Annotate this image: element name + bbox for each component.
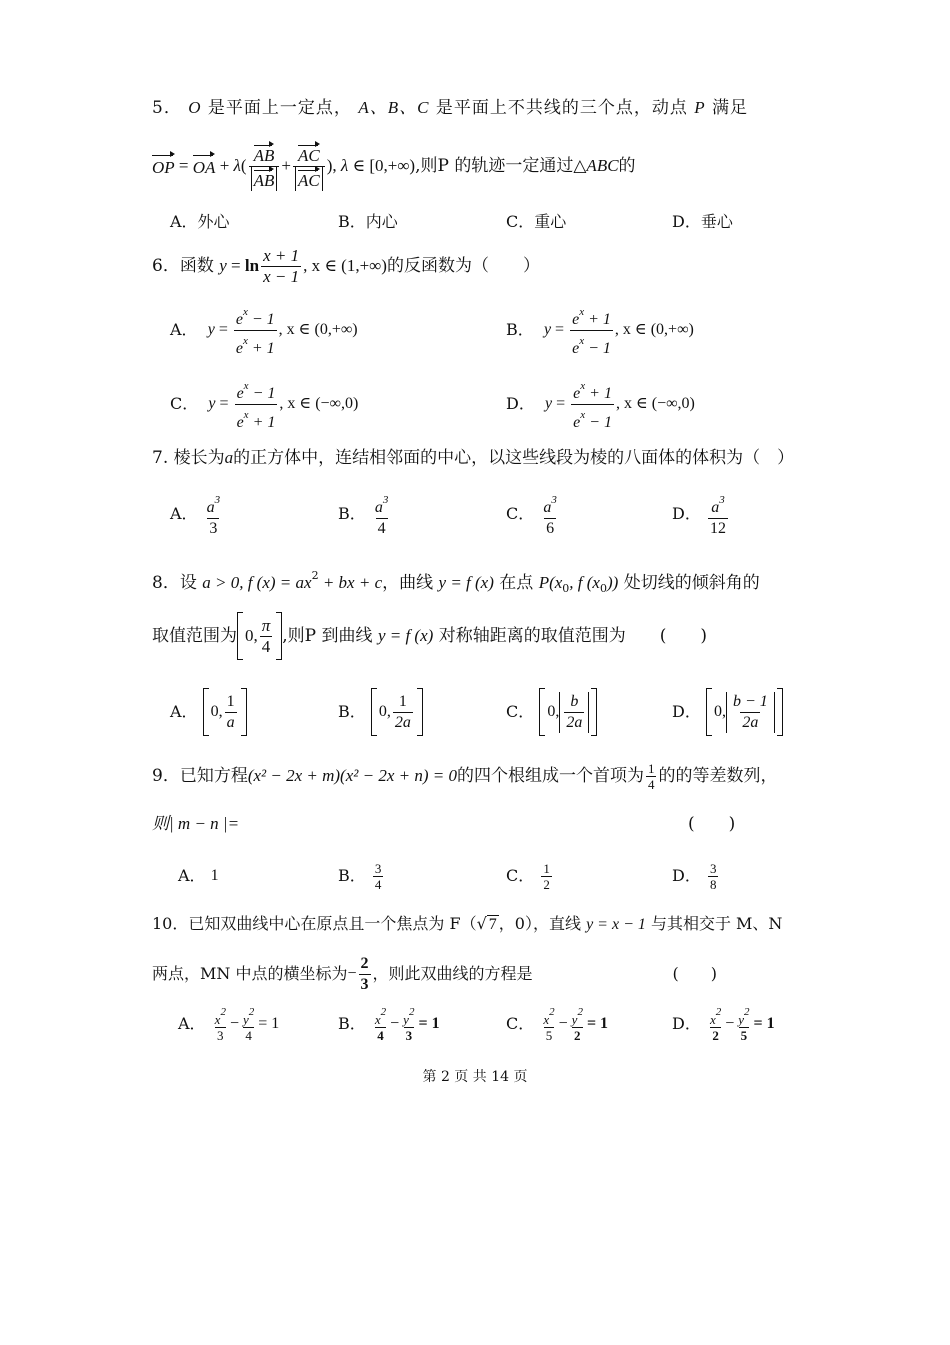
q6-option-d[interactable]: D． y = $\frac{e^x + 1}{e^x - 1}$ , x ∈ (−∞,0)	[506, 379, 695, 431]
q10-option-b-label: B．	[338, 1014, 366, 1033]
q5-option-a[interactable]: A．外心	[170, 212, 230, 231]
q8-option-c-label: C．	[506, 702, 535, 721]
q6-number: 6．	[152, 256, 180, 276]
page-footer: 第 2 页 共 14 页	[422, 1069, 528, 1085]
q7-option-b[interactable]: B． $\frac{a^3}{4}$	[338, 493, 389, 537]
q8-option-c[interactable]: C． 0, $\frac{b}{2a}$	[506, 686, 597, 738]
q9-number: 9．	[152, 766, 180, 786]
q7-option-d-den: 12	[709, 519, 726, 537]
q10-option-a-label: A．	[178, 1014, 206, 1033]
q6-option-b-label: B．	[506, 320, 534, 339]
q6-prefix: 函数	[179, 256, 214, 276]
q9-equation: (x² − 2x + m)(x² − 2x + n) = 0	[247, 766, 457, 785]
q10-line2-b: ，则此双曲线的方程是	[372, 964, 533, 983]
q5-text-a: 是平面上一定点，	[207, 98, 352, 118]
q8-option-a-label: A．	[170, 702, 198, 721]
q8-condition-tail: + bx + c	[318, 573, 383, 592]
q10-option-d-label: D．	[672, 1014, 701, 1033]
q9-option-c-den: 2	[543, 876, 550, 892]
q8-condition: a > 0, f (x) = ax	[202, 573, 312, 592]
q7-stem	[152, 446, 794, 470]
q9-option-b-num: 3	[374, 860, 382, 876]
q9-option-b[interactable]	[338, 856, 385, 896]
q6-suffix: 的反函数为（ ）	[386, 256, 540, 276]
q8-text-c: 在点	[499, 573, 534, 593]
q9-line2-expr: 则| m − n |=	[152, 814, 240, 833]
q5-text-b: 是平面上不共线的三个点，动点	[435, 98, 688, 118]
q10-option-b[interactable]: B． $\frac{x^2}{4}$ − $\frac{y^2}{3}$ = 1	[338, 1006, 440, 1043]
q10-line2-a: 两点，MN 中点的横坐标为	[152, 964, 348, 983]
q5-line1	[152, 96, 748, 120]
q7-text-b: 的正方体中，连结相邻面的中心，以这些线段为棱的八面体的体积为（ ）	[233, 448, 795, 468]
q9-text-b: 的四个根组成一个首项为	[456, 766, 644, 786]
q6-option-c-label: C．	[170, 394, 199, 413]
q8-option-a[interactable]: A． 0, $\frac{1}{a}$	[170, 686, 247, 738]
q7-option-d[interactable]: D． $\frac{a^3}{12}$	[672, 493, 726, 537]
q7-option-b-den: 4	[377, 519, 386, 537]
q6-option-d-label: D．	[506, 394, 535, 413]
q10-option-b-den-x: 4	[377, 1028, 384, 1043]
q9-option-d-label: D．	[672, 866, 701, 885]
q5-point-p: P	[694, 98, 706, 117]
q10-line-eq: y = x − 1	[586, 916, 646, 933]
q9-option-a-value: 1	[210, 867, 219, 884]
q5-option-c[interactable]: C．重心	[506, 212, 567, 231]
q7-text-a: 7. 棱长为	[152, 448, 225, 468]
vector-oa: OA	[193, 152, 216, 180]
q8-option-b-label: B．	[338, 702, 366, 721]
q8-option-b[interactable]: B． 0, $\frac{1}{2a}$	[338, 686, 423, 738]
q5-number: 5．	[152, 98, 182, 118]
q10-text-b: ，0），直线	[498, 914, 581, 933]
q8-line2-a: 取值范围为	[152, 626, 237, 646]
q10-option-d-den-y: 5	[740, 1028, 748, 1043]
q9-option-c[interactable]	[506, 856, 554, 896]
q8-angle-range: 0, $\frac{\pi}{4}$	[237, 612, 282, 660]
q9-option-d[interactable]	[672, 856, 720, 896]
q5-text-c: 满足	[712, 98, 749, 118]
q9-option-b-label: B．	[338, 866, 366, 885]
q8-option-d[interactable]: D． 0, $\frac{b - 1}{2a}$	[672, 686, 783, 738]
q10-option-d-den-x: 2	[712, 1028, 719, 1043]
q8-option-d-label: D．	[672, 702, 701, 721]
q10-option-c[interactable]: C． $\frac{x^2}{5}$ − $\frac{y^2}{2}$ = 1	[506, 1006, 609, 1043]
q6-option-a[interactable]: A． y = $\frac{e^x - 1}{e^x + 1}$ , x ∈ (0,+∞)	[170, 305, 358, 357]
q10-midpoint-x: $\frac{2}{3}$	[360, 954, 369, 993]
unit-vector-ac: $\frac{AC}{AC}$	[293, 142, 325, 191]
q9-option-c-label: C．	[506, 866, 535, 885]
q10-option-b-den-y: 3	[405, 1028, 413, 1043]
q8-answer-paren: ( )	[659, 626, 707, 646]
q10-option-c-den-y: 2	[574, 1028, 581, 1043]
q9-option-a-label: A．	[178, 866, 206, 885]
q5-point-o: O	[188, 98, 202, 117]
q10-option-c-den-x: 5	[545, 1028, 553, 1043]
q7-option-c[interactable]: C． $\frac{a^3}{6}$	[506, 493, 557, 537]
q9-text-a: 已知方程	[179, 766, 248, 786]
q6-stem: 6． 函数 y = ln $\frac{x + 1}{x - 1}$ , x ∈ (1,+∞) 的反函数为（ ）	[152, 245, 540, 286]
q5-option-d[interactable]: D．垂心	[672, 212, 733, 231]
q5-option-b[interactable]: B．内心	[338, 212, 398, 231]
q6-option-c[interactable]: C． y = $\frac{e^x - 1}{e^x + 1}$ , x ∈ (−∞,0)	[170, 379, 359, 431]
q7-option-a-label: A．	[170, 504, 198, 523]
q8-line2-b: ,则P 到曲线	[282, 626, 373, 646]
q7-option-c-label: C．	[506, 504, 535, 523]
q9-line2	[152, 812, 239, 836]
q7-option-a-den: 3	[209, 519, 218, 537]
q9-first-term: $\frac{1}{4}$	[647, 760, 655, 792]
q10-sqrt: √ 7	[476, 914, 497, 933]
q10-option-d[interactable]: D． $\frac{x^2}{2}$ − $\frac{y^2}{5}$ = 1	[672, 1006, 775, 1043]
q9-line1	[152, 756, 777, 796]
q8-point: P(x	[538, 573, 563, 592]
q9-option-c-num: 1	[543, 860, 550, 876]
q10-text-a: 已知双曲线中心在原点且一个焦点为 F（	[188, 914, 477, 933]
q8-number: 8．	[152, 573, 180, 593]
q8-text-a: 设	[179, 573, 197, 593]
q8-text-d: 处切线的倾斜角的	[623, 573, 760, 593]
q7-option-a[interactable]: A． $\frac{a^3}{3}$	[170, 493, 221, 537]
q6-option-d-domain: , x ∈ (−∞,0)	[615, 395, 695, 412]
q5-line2-tail: ,则P 的轨迹一定通过	[415, 156, 574, 176]
q10-sqrt-value: 7	[488, 916, 497, 933]
vector-op: OP	[152, 152, 175, 180]
q7-option-c-den: 6	[546, 519, 555, 537]
q6-ln-fraction: $\frac{x + 1}{x - 1}$	[263, 245, 300, 286]
q10-option-c-label: C．	[506, 1014, 535, 1033]
unit-vector-ab: $\frac{AB}{AB}$	[249, 142, 280, 191]
q8-line2	[152, 610, 707, 662]
q7-a: a	[224, 448, 234, 467]
q8-curve: y = f (x)	[438, 573, 494, 592]
q6-domain: , x ∈ (1,+∞)	[303, 256, 387, 275]
q9-option-d-den: 8	[709, 876, 717, 892]
q10-option-a[interactable]: A． $\frac{x^2}{3}$ − $\frac{y^2}{4}$ = 1	[178, 1006, 280, 1043]
q6-option-c-domain: , x ∈ (−∞,0)	[279, 395, 359, 412]
q10-text-c: 与其相交于 M、N	[650, 914, 783, 933]
q6-option-b[interactable]: B． y = $\frac{e^x + 1}{e^x - 1}$ , x ∈ (0,+∞)	[506, 305, 694, 357]
q9-answer-paren: ( )	[688, 814, 736, 834]
q5-line2: OP = OA + λ ( $\frac{AB}{AB}$ + $\frac{AC}{AC}$ ), λ ∈ [0,+∞) ,则P 的轨迹一定通过 △ABC 的	[152, 136, 636, 196]
q9-text-c: 的的等差数列，	[658, 766, 778, 786]
q9-option-d-num: 3	[709, 860, 717, 876]
q6-option-a-domain: , x ∈ (0,+∞)	[278, 321, 358, 338]
q5-line2-end: 的	[618, 156, 636, 176]
q10-answer-paren: ( )	[672, 964, 718, 983]
q8-curve-2: y = f (x)	[377, 626, 434, 645]
q5-triangle: △ABC	[573, 156, 619, 175]
q10-line2: 两点，MN 中点的横坐标为 − $\frac{2}{3}$ ，则此双曲线的方程是 ( )	[152, 954, 718, 993]
q10-option-a-den-x: 3	[217, 1028, 224, 1043]
q8-line2-c: 对称轴距离的取值范围为	[438, 626, 626, 646]
q6-option-a-label: A．	[170, 320, 198, 339]
q8-text-b: ，曲线	[382, 573, 434, 593]
q6-option-b-domain: , x ∈ (0,+∞)	[614, 321, 694, 338]
q10-line1	[152, 912, 782, 937]
q9-option-b-den: 4	[374, 876, 382, 892]
q7-option-b-label: B．	[338, 504, 366, 523]
q10-option-a-den-y: 4	[245, 1028, 252, 1043]
q8-line1: 8．设 a > 0, f $(x) = ax^2$ + bx + c，曲线 y = f (x) 在点 $P(x_0$, f $(x_0)$) 处切线的倾斜角的	[152, 569, 760, 595]
q7-option-d-label: D．	[672, 504, 701, 523]
q10-number: 10．	[152, 914, 189, 933]
q9-option-a[interactable]	[178, 856, 219, 896]
q5-points-abc: A、B、C	[358, 98, 430, 117]
